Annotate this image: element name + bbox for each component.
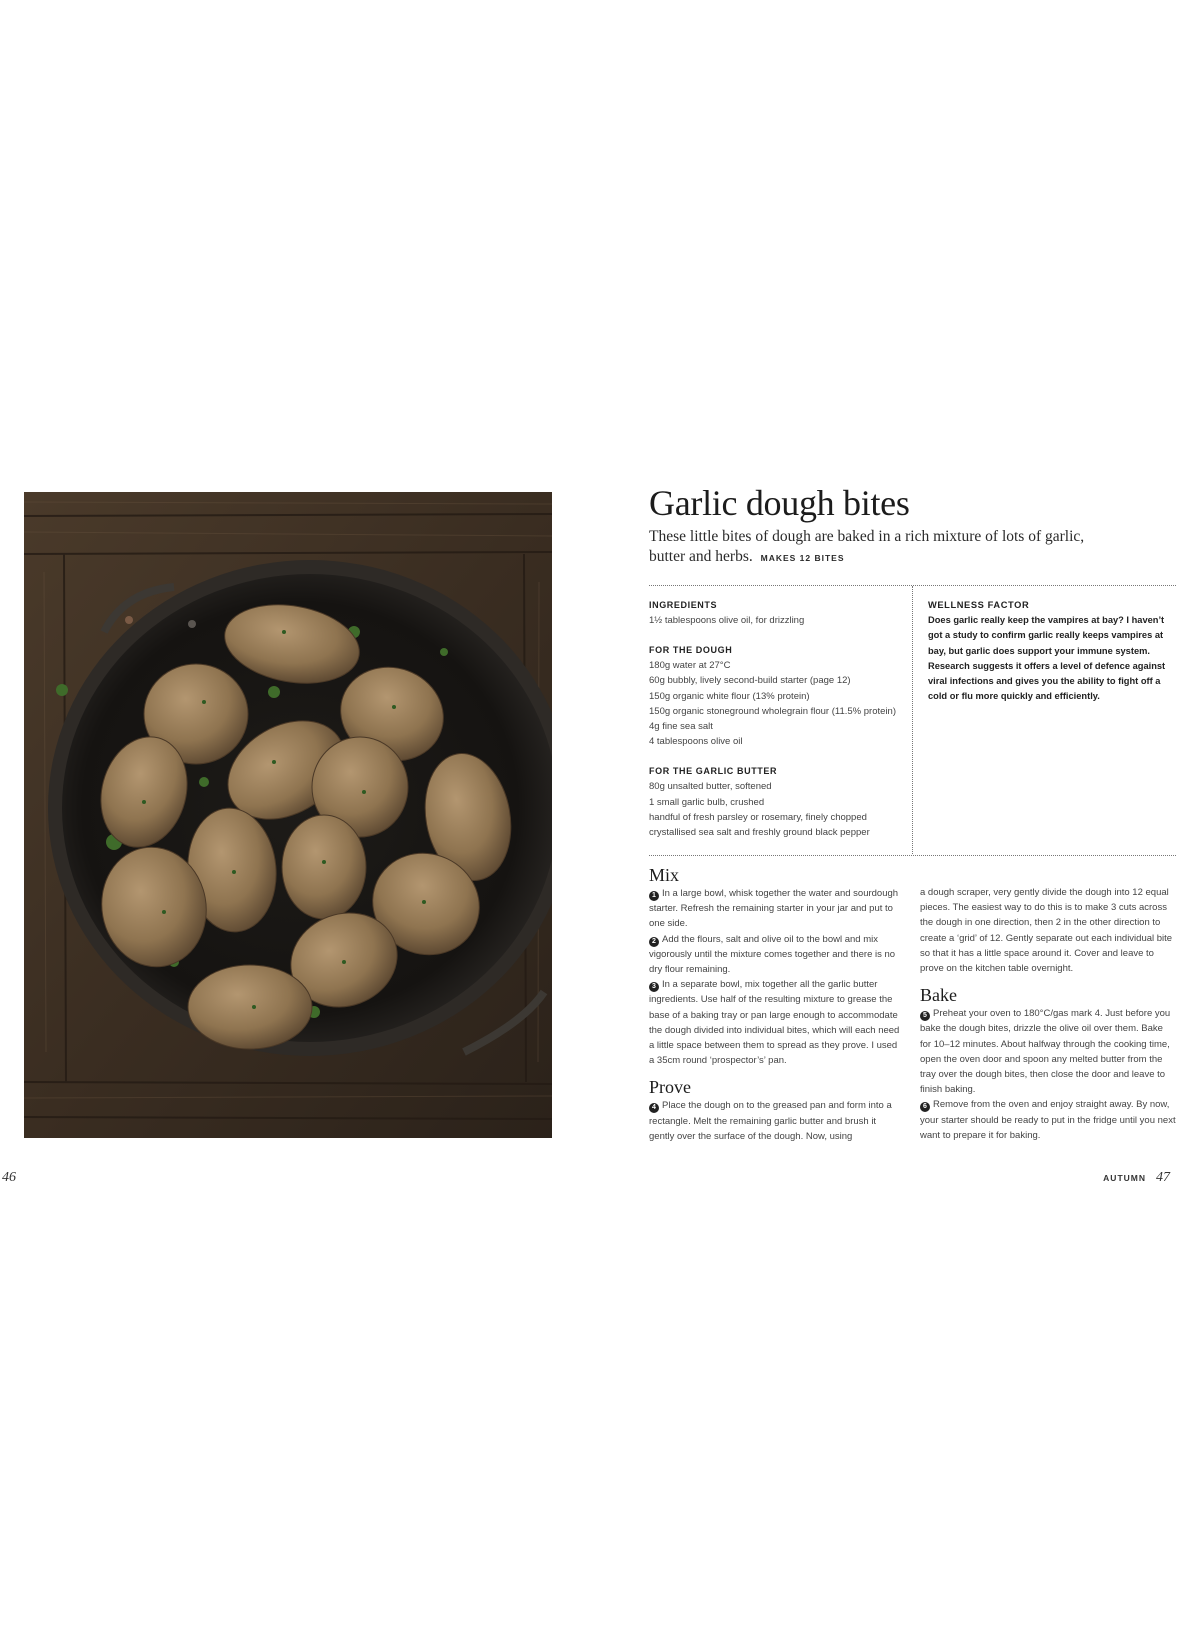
ingredient-item: 1½ tablespoons olive oil, for drizzling bbox=[649, 615, 805, 626]
ingredient-item: handful of fresh parsley or rosemary, finely chopped bbox=[649, 811, 867, 823]
ingredient-item: 150g organic white flour (13% protein) bbox=[649, 690, 810, 702]
ingredient-item: 60g bubbly, lively second-build starter (page 12) bbox=[649, 675, 851, 687]
wellness-heading: WELLNESS FACTOR bbox=[928, 600, 1030, 610]
step-number-icon: 4 bbox=[649, 1103, 659, 1113]
method-step bbox=[920, 1097, 1176, 1143]
ingredient-item: 1 small garlic bulb, crushed bbox=[649, 796, 765, 808]
method-column-right bbox=[920, 885, 1176, 1143]
method-step bbox=[649, 977, 904, 1068]
step-text: Preheat your oven to 180°C/gas mark 4. Just before you bake the dough bites, drizzle the olive oil over them. Bake for 10–12 minutes. About halfway through the cooking time, open the oven door and spoon any melted butter from the tray over the dough bites, then close the door and leave to finish baking. bbox=[920, 1008, 1171, 1096]
step-number-icon: 5 bbox=[920, 1011, 930, 1021]
method-step bbox=[649, 932, 904, 978]
step-text: In a large bowl, whisk together the water and sourdough starter. Refresh the remaining starter in your jar and put to one side. bbox=[649, 888, 899, 930]
skillet-garlic-bites-photo bbox=[24, 492, 552, 1138]
page-number-left: 46 bbox=[2, 1170, 16, 1185]
bake-heading: Bake bbox=[920, 985, 957, 1006]
step-text: Remove from the oven and enjoy straight away. By now, your starter should be ready to put in the fridge until you next want to prepare it for baking. bbox=[920, 1099, 1176, 1141]
ingredient-item: 150g organic stoneground wholegrain flour (11.5% protein) bbox=[649, 705, 896, 717]
divider-bottom bbox=[649, 855, 1176, 856]
dough-heading: FOR THE DOUGH bbox=[649, 645, 733, 656]
yield-label: MAKES 12 BITES bbox=[760, 553, 845, 563]
recipe-title: Garlic dough bites bbox=[649, 483, 910, 523]
step-number-icon: 2 bbox=[649, 937, 659, 947]
ingredient-item: 180g water at 27°C bbox=[649, 660, 731, 672]
method-step bbox=[920, 1006, 1176, 1097]
method-step bbox=[649, 1098, 904, 1144]
butter-heading: FOR THE GARLIC BUTTER bbox=[649, 766, 778, 777]
page-footer-right bbox=[1103, 1170, 1170, 1186]
step-number-icon: 1 bbox=[649, 891, 659, 901]
method-step bbox=[649, 886, 904, 932]
ingredients-panel bbox=[649, 598, 911, 840]
step-text: Add the flours, salt and olive oil to the bowl and mix vigorously until the mixture comes together and there is no dry flour remaining. bbox=[649, 933, 896, 976]
dough-list bbox=[649, 658, 911, 749]
step-number-icon: 6 bbox=[920, 1102, 930, 1112]
method-step-continued: a dough scraper, very gently divide the dough into 12 equal pieces. The easiest way to do this is to make 3 cuts across the dough in one direction, then 2 in the other direction to create a ‘grid’ of 12. Gently separate out each individual bite so that it has a little space around it. Cover and leave to prove on the kitchen table overnight. bbox=[920, 887, 1173, 975]
wellness-panel bbox=[928, 598, 1168, 704]
ingredient-item: 80g unsalted butter, softened bbox=[649, 781, 772, 793]
intro-text: These little bites of dough are baked in a rich mixture of lots of garlic, butter and herbs. bbox=[649, 528, 1085, 565]
ingredient-item: crystallised sea salt and freshly ground black pepper bbox=[649, 827, 870, 839]
recipe-photo bbox=[24, 492, 552, 1138]
butter-list bbox=[649, 779, 911, 840]
ingredients-heading: INGREDIENTS bbox=[649, 600, 718, 610]
recipe-intro bbox=[649, 527, 1089, 568]
mix-heading: Mix bbox=[649, 865, 680, 885]
section-label: AUTUMN bbox=[1103, 1173, 1146, 1183]
prove-heading: Prove bbox=[649, 1077, 691, 1098]
page-number-right: 47 bbox=[1156, 1170, 1170, 1185]
method-column-left bbox=[649, 864, 904, 1144]
divider-vertical bbox=[912, 586, 913, 854]
wellness-text: Does garlic really keep the vampires at bay? I haven’t got a study to confirm garlic really keeps vampires at bay, but garlic does support your immune system. Research suggests it offers a level of defence against viral infections and gives you the ability to fight off a cold or flu more quickly and efficiently. bbox=[928, 615, 1166, 702]
step-text: Place the dough on to the greased pan and form into a rectangle. Melt the remaining garlic butter and brush it gently over the surface of the dough. Now, using bbox=[649, 1100, 892, 1142]
ingredients-top-list bbox=[649, 613, 911, 628]
ingredient-item: 4 tablespoons olive oil bbox=[649, 736, 743, 748]
step-number-icon: 3 bbox=[649, 982, 659, 992]
ingredient-item: 4g fine sea salt bbox=[649, 721, 713, 733]
step-text: In a separate bowl, mix together all the garlic butter ingredients. Use half of the resulting mixture to grease the base of a baking tray or pan large enough to accommodate the dough divided into individual bites, which will each need a little space between them to spread as they prove. I used a 35cm round ‘prospector’s’ pan. bbox=[649, 979, 900, 1067]
